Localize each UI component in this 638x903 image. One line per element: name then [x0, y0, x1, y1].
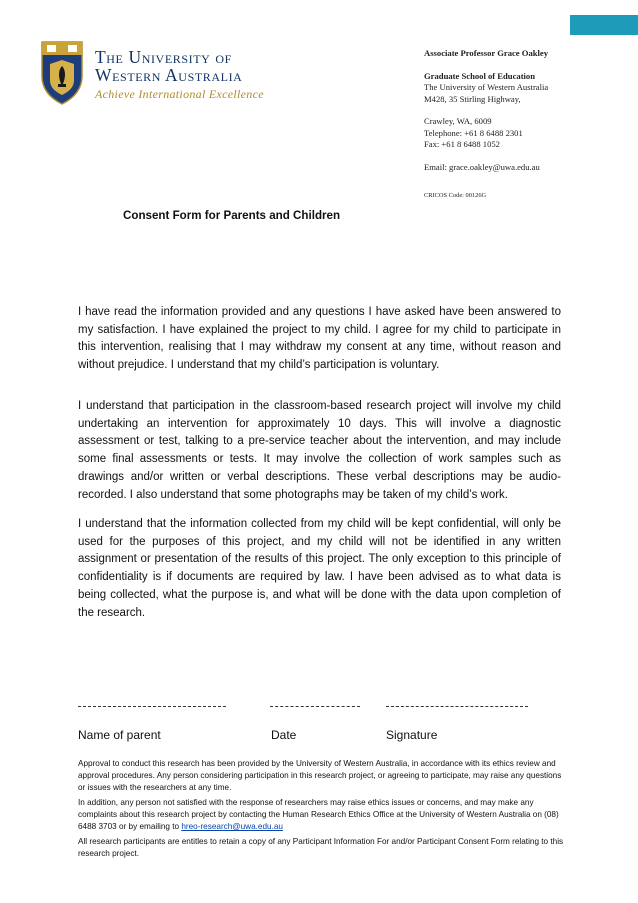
contact-school: Graduate School of Education: [424, 70, 536, 81]
contact-email: Email: grace.oakley@uwa.edu.au: [424, 161, 540, 172]
signature-line[interactable]: [386, 706, 528, 708]
consent-paragraph-3: I understand that the information collected from my child will be kept confidential, will only be used for the purposes of this project, and my child will not be identified in any written assignment or presentation of the results of this project. The only exception to this principle of confidentiality is if documents are required by law. I have been advised as to what data is being collected, what the purpose is, and what will be done with the data upon completion of the research.: [78, 518, 561, 619]
signature-label: Signature: [386, 728, 438, 742]
contact-telephone: Telephone: +61 8 6488 2301: [424, 127, 523, 138]
parent-name-line[interactable]: [78, 706, 226, 708]
contact-fax: Fax: +61 8 6488 1052: [424, 139, 500, 149]
participant-copy-text: All research participants are entitles to retain a copy of any Participant Information For and/or Participant Consent Form relating to this research project.: [78, 837, 564, 859]
parent-name-label: Name of parent: [78, 728, 161, 742]
contact-name: Associate Professor Grace Oakley: [424, 48, 549, 58]
university-name-line1: The University of: [95, 47, 232, 67]
university-name-line2: Western Australia: [95, 65, 243, 85]
accent-bar: [570, 15, 638, 35]
hreo-email-link[interactable]: hreo-research@uwa.edu.au: [181, 822, 283, 832]
university-motto: Achieve International Excellence: [95, 87, 264, 101]
consent-paragraph-2: I understand that participation in the classroom-based research project will involve my child undertaking an intervention for approximately 10 days. This will involve a diagnostic assessment or test, talking to a pre-service teacher about the intervention, and may include some final assessments or tests. It may involve the collection of work samples such as drawings and/or written or verbal descriptions. These verbal descriptions may be audio-recorded. I also understand that some photographs may be taken of my child’s work.: [78, 400, 561, 501]
date-label: Date: [271, 728, 297, 742]
contact-city: Crawley, WA, 6009: [424, 116, 492, 126]
complaints-text: In addition, any person not satisfied with the response of researchers may raise ethics issues or concerns, and may make any complaints about this research project by contacting the Human Research Ethics Office at the University of Western Australia on (08) 6488 3703 or by emailing to: [78, 798, 559, 832]
university-crest-icon: [40, 40, 84, 106]
contact-address-line2: M428, 35 Stirling Highway,: [424, 93, 521, 104]
ethics-complaints-text: [78, 797, 566, 834]
date-line[interactable]: [270, 706, 360, 708]
ethics-approval-text: Approval to conduct this research has been provided by the University of Western Australia, in accordance with its ethics review and approval procedures. Any person considering participation in this research project, or agreeing to participate, may raise any questions or issues with the researchers at any time.: [78, 759, 562, 793]
university-logo-text: [95, 48, 264, 102]
consent-paragraph-1: I have read the information provided and any questions I have asked have been answered to my satisfaction. I have explained the project to my child. I agree for my child to participate in this intervention, realising that I may withdraw my consent at any time, without reason and without prejudice. I understand that my child’s participation is voluntary.: [78, 306, 561, 372]
cricos-code: CRICOS Code: 00126G: [424, 192, 487, 199]
form-title: Consent Form for Parents and Children: [123, 209, 341, 222]
contact-block: [424, 48, 629, 202]
contact-address-line1: The University of Western Australia: [424, 82, 549, 92]
